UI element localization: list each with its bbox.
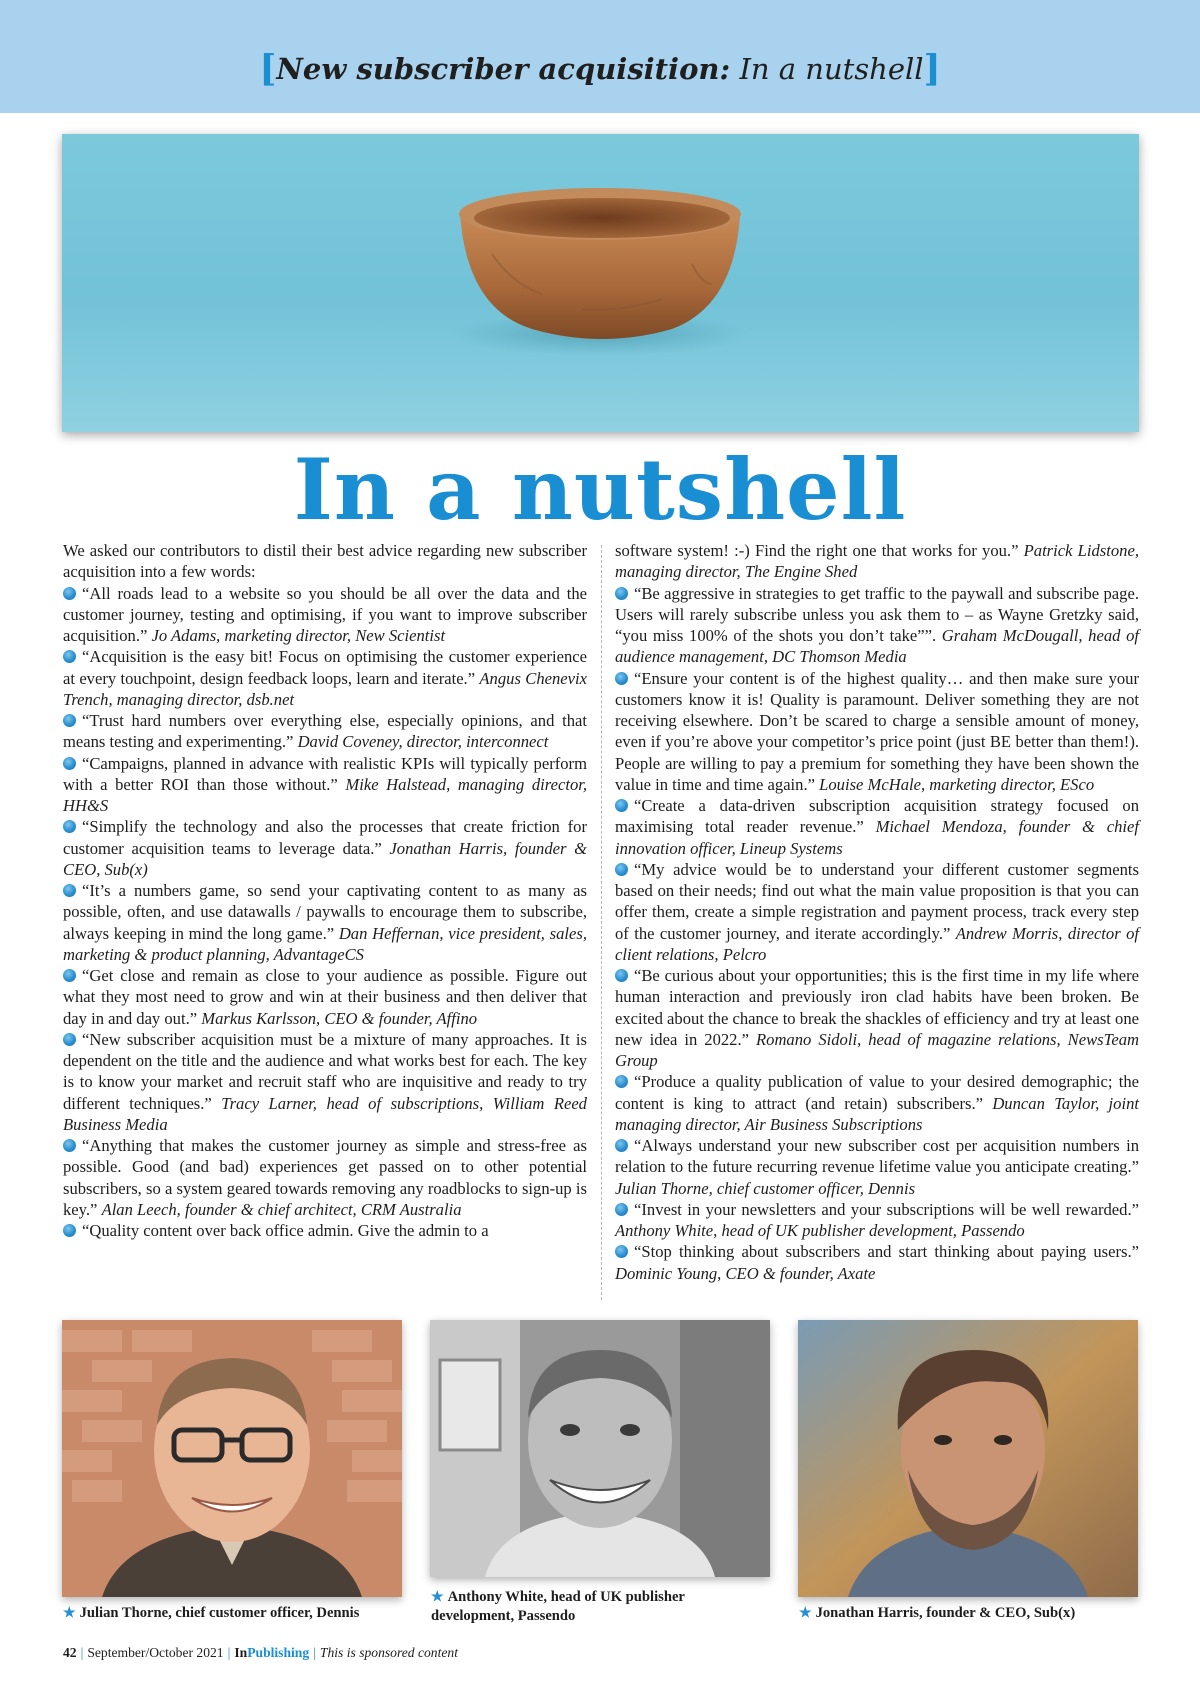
photo-caption: ★ Julian Thorne, chief customer officer, Dennis [63, 1605, 360, 1621]
bullet-icon [63, 587, 76, 600]
bullet-icon [615, 969, 628, 982]
bullet-icon [615, 1245, 628, 1258]
nutshell-illustration [62, 134, 1139, 432]
column-divider [601, 545, 602, 1300]
bullet-icon [615, 1139, 628, 1152]
photo-caption: ★ Jonathan Harris, founder & CEO, Sub(x) [799, 1605, 1076, 1621]
section-banner [0, 0, 1200, 113]
quote-item: “New subscriber acquisition must be a mixture of many approaches. It is dependent on the title and the audience and what works best for each. The key is to know your market and recruit staff who are inquisitive and ready to try different techniques.” Tracy Larner, head of subscriptions, William Reed Business Media [63, 1029, 587, 1134]
bullet-icon [63, 1139, 76, 1152]
quote-item: “My advice would be to understand your different customer segments based on their needs; find out what the main value proposition is that you can offer them, create a simple registration and payment process, track every step of the customer journey, and iterate accordingly.” Andrew Morris, director of client relations, Pelcro [615, 859, 1139, 964]
bullet-icon [615, 1075, 628, 1088]
star-icon: ★ [431, 1590, 444, 1605]
issue-date: September/October 2021 [87, 1645, 224, 1660]
publication-name: Publishing [247, 1645, 310, 1660]
quote-item: “Acquisition is the easy bit! Focus on optimising the customer experience at every touchpoint, design feedback loops, learn and iterate.” Angus Chenevix Trench, managing director, dsb.net [63, 647, 587, 709]
page-number: 42 [63, 1645, 77, 1660]
bullet-icon [63, 969, 76, 982]
portrait-photo-julian-thorne [62, 1320, 402, 1597]
footer-separator: | [80, 1645, 84, 1660]
article-column-left [63, 540, 587, 1241]
bullet-icon [615, 672, 628, 685]
star-icon: ★ [799, 1606, 812, 1621]
quote-item: “Quality content over back office admin. Give the admin to a [63, 1220, 587, 1241]
quote-item: “Always understand your new subscriber cost per acquisition numbers in relation to the future recurring revenue lifetime value you anticipate creating.” Julian Thorne, chief customer officer, Dennis [615, 1136, 1139, 1198]
bullet-icon [63, 650, 76, 663]
quote-item: “It’s a numbers game, so send your captivating content to as many as possible, often, and use datawalls / paywalls to encourage them to subscribe, always keeping in mind the long game.” Dan Heffernan, vice president, sales, marketing & product planning, AdvantageCS [63, 881, 587, 964]
section-title [0, 48, 1200, 90]
quote-item: “Be aggressive in strategies to get traffic to the paywall and subscribe page. Users will rarely subscribe unless you ask them to – as Wayne Gretzky said, “you miss 100% of the shots you don’t take””. Graham McDougall, head of audience management, DC Thomson Media [615, 583, 1139, 667]
bullet-icon [63, 884, 76, 897]
quote-item: “Get close and remain as close to your audience as possible. Figure out what they most need to grow and win at their business and then deliver that day in and day out.” Markus Karlsson, CEO & founder, Affino [63, 966, 587, 1028]
bullet-icon [63, 1224, 76, 1237]
bullet-icon [63, 757, 76, 770]
quote-item: “Anything that makes the customer journey as simple and stress-free as possible. Good (and bad) experiences get passed on to other potential subscribers, so a system geared towards removing any roadblocks to sign-up is key.” Alan Leech, founder & chief architect, CRM Australia [63, 1136, 587, 1219]
section-title-bold: New subscriber acquisition: [276, 52, 731, 86]
close-bracket: ] [923, 48, 941, 90]
bullet-icon [63, 714, 76, 727]
quote-item: “Campaigns, planned in advance with realistic KPIs will typically perform with a better ROI than those without.” Mike Halstead, managing director, HH&S [63, 753, 588, 815]
quote-item: “Be curious about your opportunities; this is the first time in my life where human interaction and previously iron clad habits have been broken. Be excited about the chance to break the shackles of efficiency and try at least one new idea in 2022.” Romano Sidoli, head of magazine relations, NewsTeam Group [615, 966, 1140, 1070]
page-footer [63, 1645, 458, 1661]
quote-item: “Simplify the technology and also the processes that create friction for customer acquisition teams to leverage data.” Jonathan Harris, founder & CEO, Sub(x) [63, 817, 587, 879]
hero-image-nutshell [62, 134, 1139, 432]
portrait-photo-jonathan-harris [798, 1320, 1138, 1597]
sponsored-note: This is sponsored content [319, 1645, 458, 1660]
photo-caption: ★ Anthony White, head of UK publisher development, Passendo [431, 1589, 685, 1624]
portrait-photo-anthony-white [430, 1320, 770, 1577]
quote-item: “Create a data-driven subscription acquisition strategy focused on maximising total reader revenue.” Michael Mendoza, founder & chief innovation officer, Lineup Systems [615, 796, 1139, 858]
open-bracket: [ [259, 48, 277, 90]
quote-item: “Invest in your newsletters and your subscriptions will be well rewarded.” Anthony White, head of UK publisher development, Passendo [615, 1199, 1139, 1240]
section-title-italic: In a nutshell [739, 52, 924, 86]
quote-item: “Produce a quality publication of value to your desired demographic; the content is king to attract (and retain) subscribers.” Duncan Taylor, joint managing director, Air Business Subscriptions [615, 1072, 1139, 1134]
bullet-icon [615, 863, 628, 876]
quote-continuation: software system! :-) Find the right one that works for you.” Patrick Lidstone, managing director, The Engine Shed [615, 541, 1139, 582]
quote-item: “All roads lead to a website so you should be all over the data and the customer journey, testing and optimising, if you want to improve subscriber acquisition.” Jo Adams, marketing director, New Scientist [63, 583, 587, 645]
bullet-icon [615, 587, 628, 600]
quote-item: “Ensure your content is of the highest quality… and then make sure your customers know it is! Quality is paramount. Deliver something they are not receiving elsewhere. Don’t be scared to charge a sensible amount of money, even if you’re above your competitor’s price point (just BE better than them!). People are willing to pay a premium for something they have been shown the value in time and time again.” Louise McHale, marketing director, ESco [615, 668, 1139, 794]
publication-prefix: In [234, 1645, 248, 1660]
quote-item: “Stop thinking about subscribers and start thinking about paying users.” Dominic Young, CEO & founder, Axate [615, 1242, 1139, 1283]
footer-separator: | [313, 1645, 316, 1660]
quote-item: “Trust hard numbers over everything else, especially opinions, and that means testing and experimenting.” David Coveney, director, interconnect [63, 711, 587, 752]
page-headline: In a nutshell [293, 440, 907, 539]
bullet-icon [63, 1033, 76, 1046]
intro-paragraph: We asked our contributors to distil their best advice regarding new subscriber acquisition into a few words: [63, 541, 587, 582]
bullet-icon [63, 820, 76, 833]
star-icon: ★ [63, 1606, 76, 1621]
footer-separator: | [227, 1645, 231, 1660]
bullet-icon [615, 799, 628, 812]
bullet-icon [615, 1203, 628, 1216]
article-column-right [615, 540, 1139, 1284]
